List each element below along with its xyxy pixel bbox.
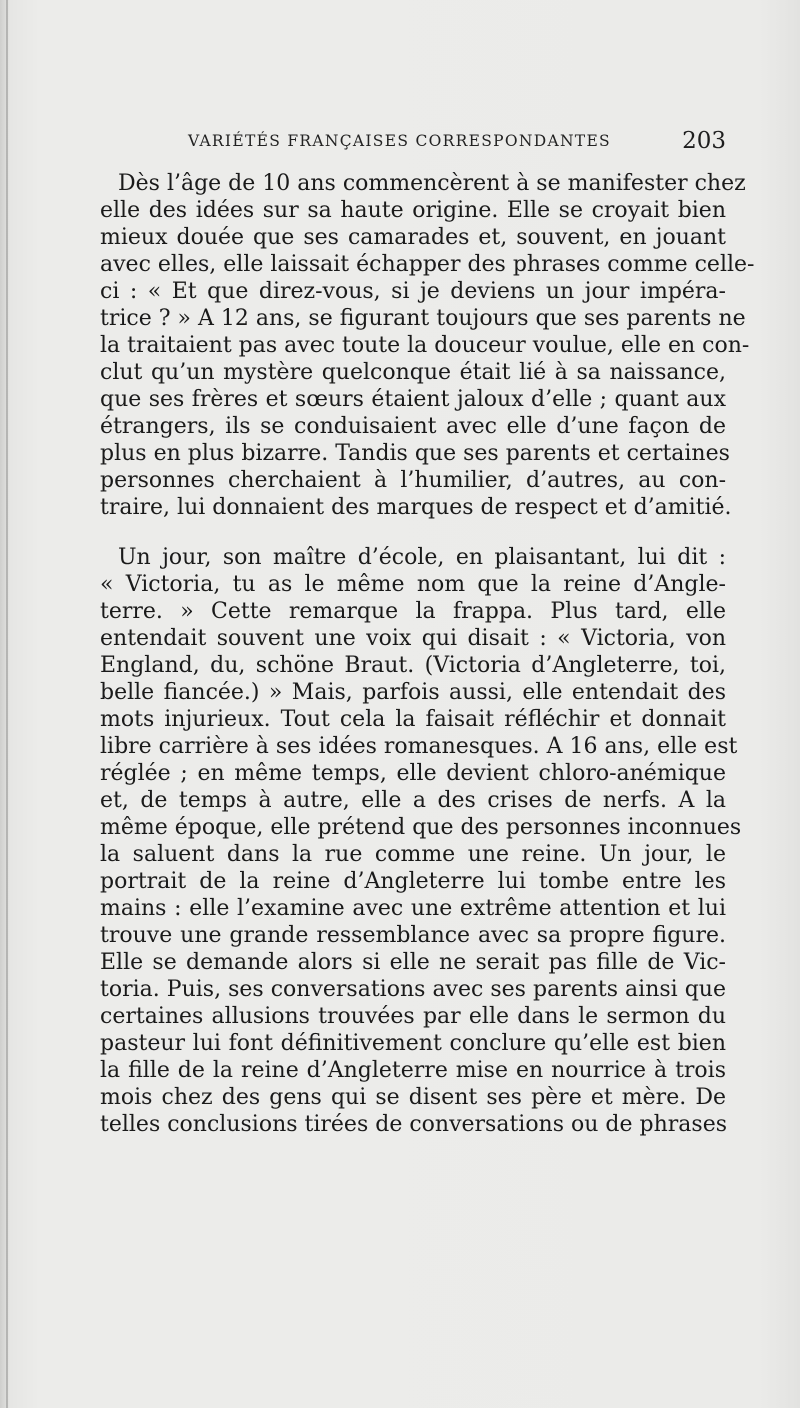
text-line: mots injurieux. Tout cela la faisait réfléchir et donnait bbox=[100, 707, 726, 732]
text-line: mois chez des gens qui se disent ses père et mère. De bbox=[100, 1085, 726, 1110]
text-line: la traitaient pas avec toute la douceur voulue, elle en con- bbox=[100, 333, 750, 358]
text-line: avec elles, elle laissait échapper des phrases comme celle- bbox=[100, 252, 755, 277]
text-line: la fille de la reine d’Angleterre mise en nourrice à trois bbox=[100, 1058, 726, 1083]
paragraph-1 bbox=[100, 170, 755, 521]
text-line: England, du, schöne Braut. (Victoria d’Angleterre, toi, bbox=[100, 653, 726, 678]
paragraph-spacing bbox=[100, 521, 726, 544]
text-line: elle des idées sur sa haute origine. Elle se croyait bien bbox=[100, 198, 726, 223]
text-line: trouve une grande ressemblance avec sa propre figure. bbox=[100, 923, 726, 948]
text-line: libre carrière à ses idées romanesques. A 16 ans, elle est bbox=[100, 734, 738, 759]
text-line: clut qu’un mystère quelconque était lié à sa naissance, bbox=[100, 360, 726, 385]
text-line: belle fiancée.) » Mais, parfois aussi, elle entendait des bbox=[100, 680, 726, 705]
text-line: plus en plus bizarre. Tandis que ses parents et certaines bbox=[100, 441, 730, 466]
text-line: Un jour, son maître d’école, en plaisantant, lui dit : bbox=[118, 545, 726, 570]
text-line: étrangers, ils se conduisaient avec elle d’une façon de bbox=[100, 414, 726, 439]
body-text bbox=[100, 170, 755, 1138]
text-line: toria. Puis, ses conversations avec ses parents ainsi que bbox=[100, 977, 726, 1002]
text-line: portrait de la reine d’Angleterre lui tombe entre les bbox=[100, 869, 726, 894]
text-line: et, de temps à autre, elle a des crises de nerfs. A la bbox=[100, 788, 726, 813]
text-line: terre. » Cette remarque la frappa. Plus tard, elle bbox=[100, 599, 726, 624]
text-line: pasteur lui font définitivement conclure qu’elle est bien bbox=[100, 1031, 726, 1056]
text-line: telles conclusions tirées de conversations ou de phrases bbox=[100, 1112, 727, 1137]
text-line: trice ? » A 12 ans, se figurant toujours que ses parents ne bbox=[100, 306, 746, 331]
text-line: personnes cherchaient à l’humilier, d’autres, au con- bbox=[100, 468, 726, 493]
text-line: réglée ; en même temps, elle devient chloro-anémique bbox=[100, 761, 726, 786]
text-line: traire, lui donnaient des marques de respect et d’amitié. bbox=[100, 495, 732, 520]
text-line: Dès l’âge de 10 ans commencèrent à se manifester chez bbox=[118, 171, 746, 196]
text-line: que ses frères et sœurs étaient jaloux d’elle ; quant aux bbox=[100, 387, 726, 412]
text-line: entendait souvent une voix qui disait : « Victoria, von bbox=[100, 626, 726, 651]
text-line: « Victoria, tu as le même nom que la reine d’Angle- bbox=[100, 572, 726, 597]
paragraph-2 bbox=[100, 544, 742, 1138]
text-line: la saluent dans la rue comme une reine. Un jour, le bbox=[100, 842, 726, 867]
binding-shadow bbox=[6, 0, 8, 1408]
text-line: Elle se demande alors si elle ne serait pas fille de Vic- bbox=[100, 950, 726, 975]
text-line: mains : elle l’examine avec une extrême attention et lui bbox=[100, 896, 726, 921]
text-line: certaines allusions trouvées par elle dans le sermon du bbox=[100, 1004, 726, 1029]
text-line: mieux douée que ses camarades et, souvent, en jouant bbox=[100, 225, 726, 250]
page-header bbox=[100, 128, 726, 158]
text-line: ci : « Et que direz-vous, si je deviens un jour impéra- bbox=[100, 279, 726, 304]
text-line: même époque, elle prétend que des personnes inconnues bbox=[100, 815, 742, 840]
running-title: VARIÉTÉS FRANÇAISES CORRESPONDANTES bbox=[188, 132, 611, 150]
page-number: 203 bbox=[682, 128, 726, 154]
